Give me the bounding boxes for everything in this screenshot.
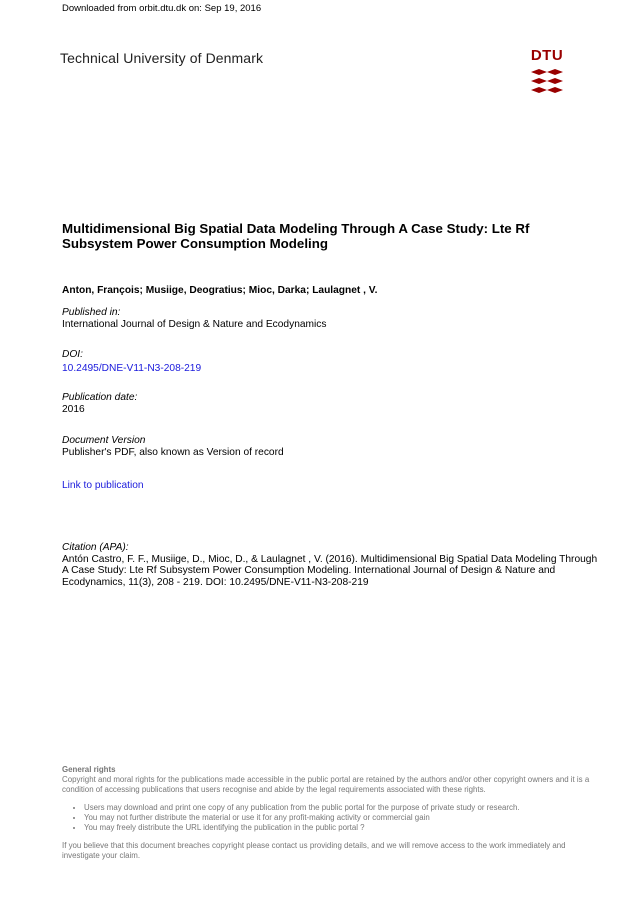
date-label: Publication date: (62, 392, 138, 403)
citation-text: Antón Castro, F. F., Musiige, D., Mioc, D., & Laulagnet , V. (2016). Multidimensional Big Spatial Data Modeling Through A Case Study: Lte Rf Subsystem Power Consumption Modeling. International Journal of Design & Nature and Ecodynamics, 11(3), 208 - 219. DOI: 10.2495/DNE-V11-N3-208-219 (62, 553, 598, 588)
general-rights (62, 765, 602, 861)
download-note: Downloaded from orbit.dtu.dk on: Sep 19, 2016 (62, 3, 262, 14)
paper-title: Multidimensional Big Spatial Data Modeling Through A Case Study: Lte Rf Subsystem Power Consumption Modeling (62, 221, 530, 251)
dtu-chevrons-icon (531, 69, 563, 95)
doi-section (62, 349, 602, 375)
rights-footer: If you believe that this document breaches copyright please contact us providing details, and we will remove access to the work immediately and investigate your claim. (62, 841, 566, 860)
logo-text: DTU (530, 47, 564, 64)
dtu-logo (529, 47, 565, 97)
list-item: • You may not further distribute the material or use it for any profit-making activity or commercial gain (84, 813, 602, 823)
list-item: • You may freely distribute the URL identifying the publication in the public portal ? (84, 823, 602, 833)
rights-intro: Copyright and moral rights for the publications made accessible in the public portal are retained by the authors and/or other copyright owners and it is a condition of accessing publications that users recognise and abide by the legal requirements associated with these rights. (62, 775, 590, 794)
citation-label: Citation (APA): (62, 542, 129, 553)
published-value: International Journal of Design & Nature and Ecodynamics (62, 319, 327, 330)
authors: Anton, François; Musiige, Deogratius; Mioc, Darka; Laulagnet , V. (62, 285, 378, 296)
list-item: • Users may download and print one copy of any publication from the public portal for the purpose of private study or research. (84, 803, 602, 813)
published-section (62, 307, 602, 331)
doi-link[interactable]: 10.2495/DNE-V11-N3-208-219 (62, 363, 202, 374)
date-section (62, 392, 602, 416)
university-name: Technical University of Denmark (60, 50, 264, 66)
doi-label: DOI: (62, 349, 83, 360)
version-value: Publisher's PDF, also known as Version of record (62, 447, 284, 458)
version-label: Document Version (62, 435, 146, 446)
rights-list (62, 803, 602, 833)
version-section (62, 435, 602, 459)
date-value: 2016 (62, 404, 85, 415)
link-section (62, 478, 602, 492)
publication-link[interactable]: Link to publication (62, 480, 144, 491)
published-label: Published in: (62, 307, 121, 318)
rights-heading: General rights (62, 765, 116, 774)
citation-section (62, 542, 602, 588)
